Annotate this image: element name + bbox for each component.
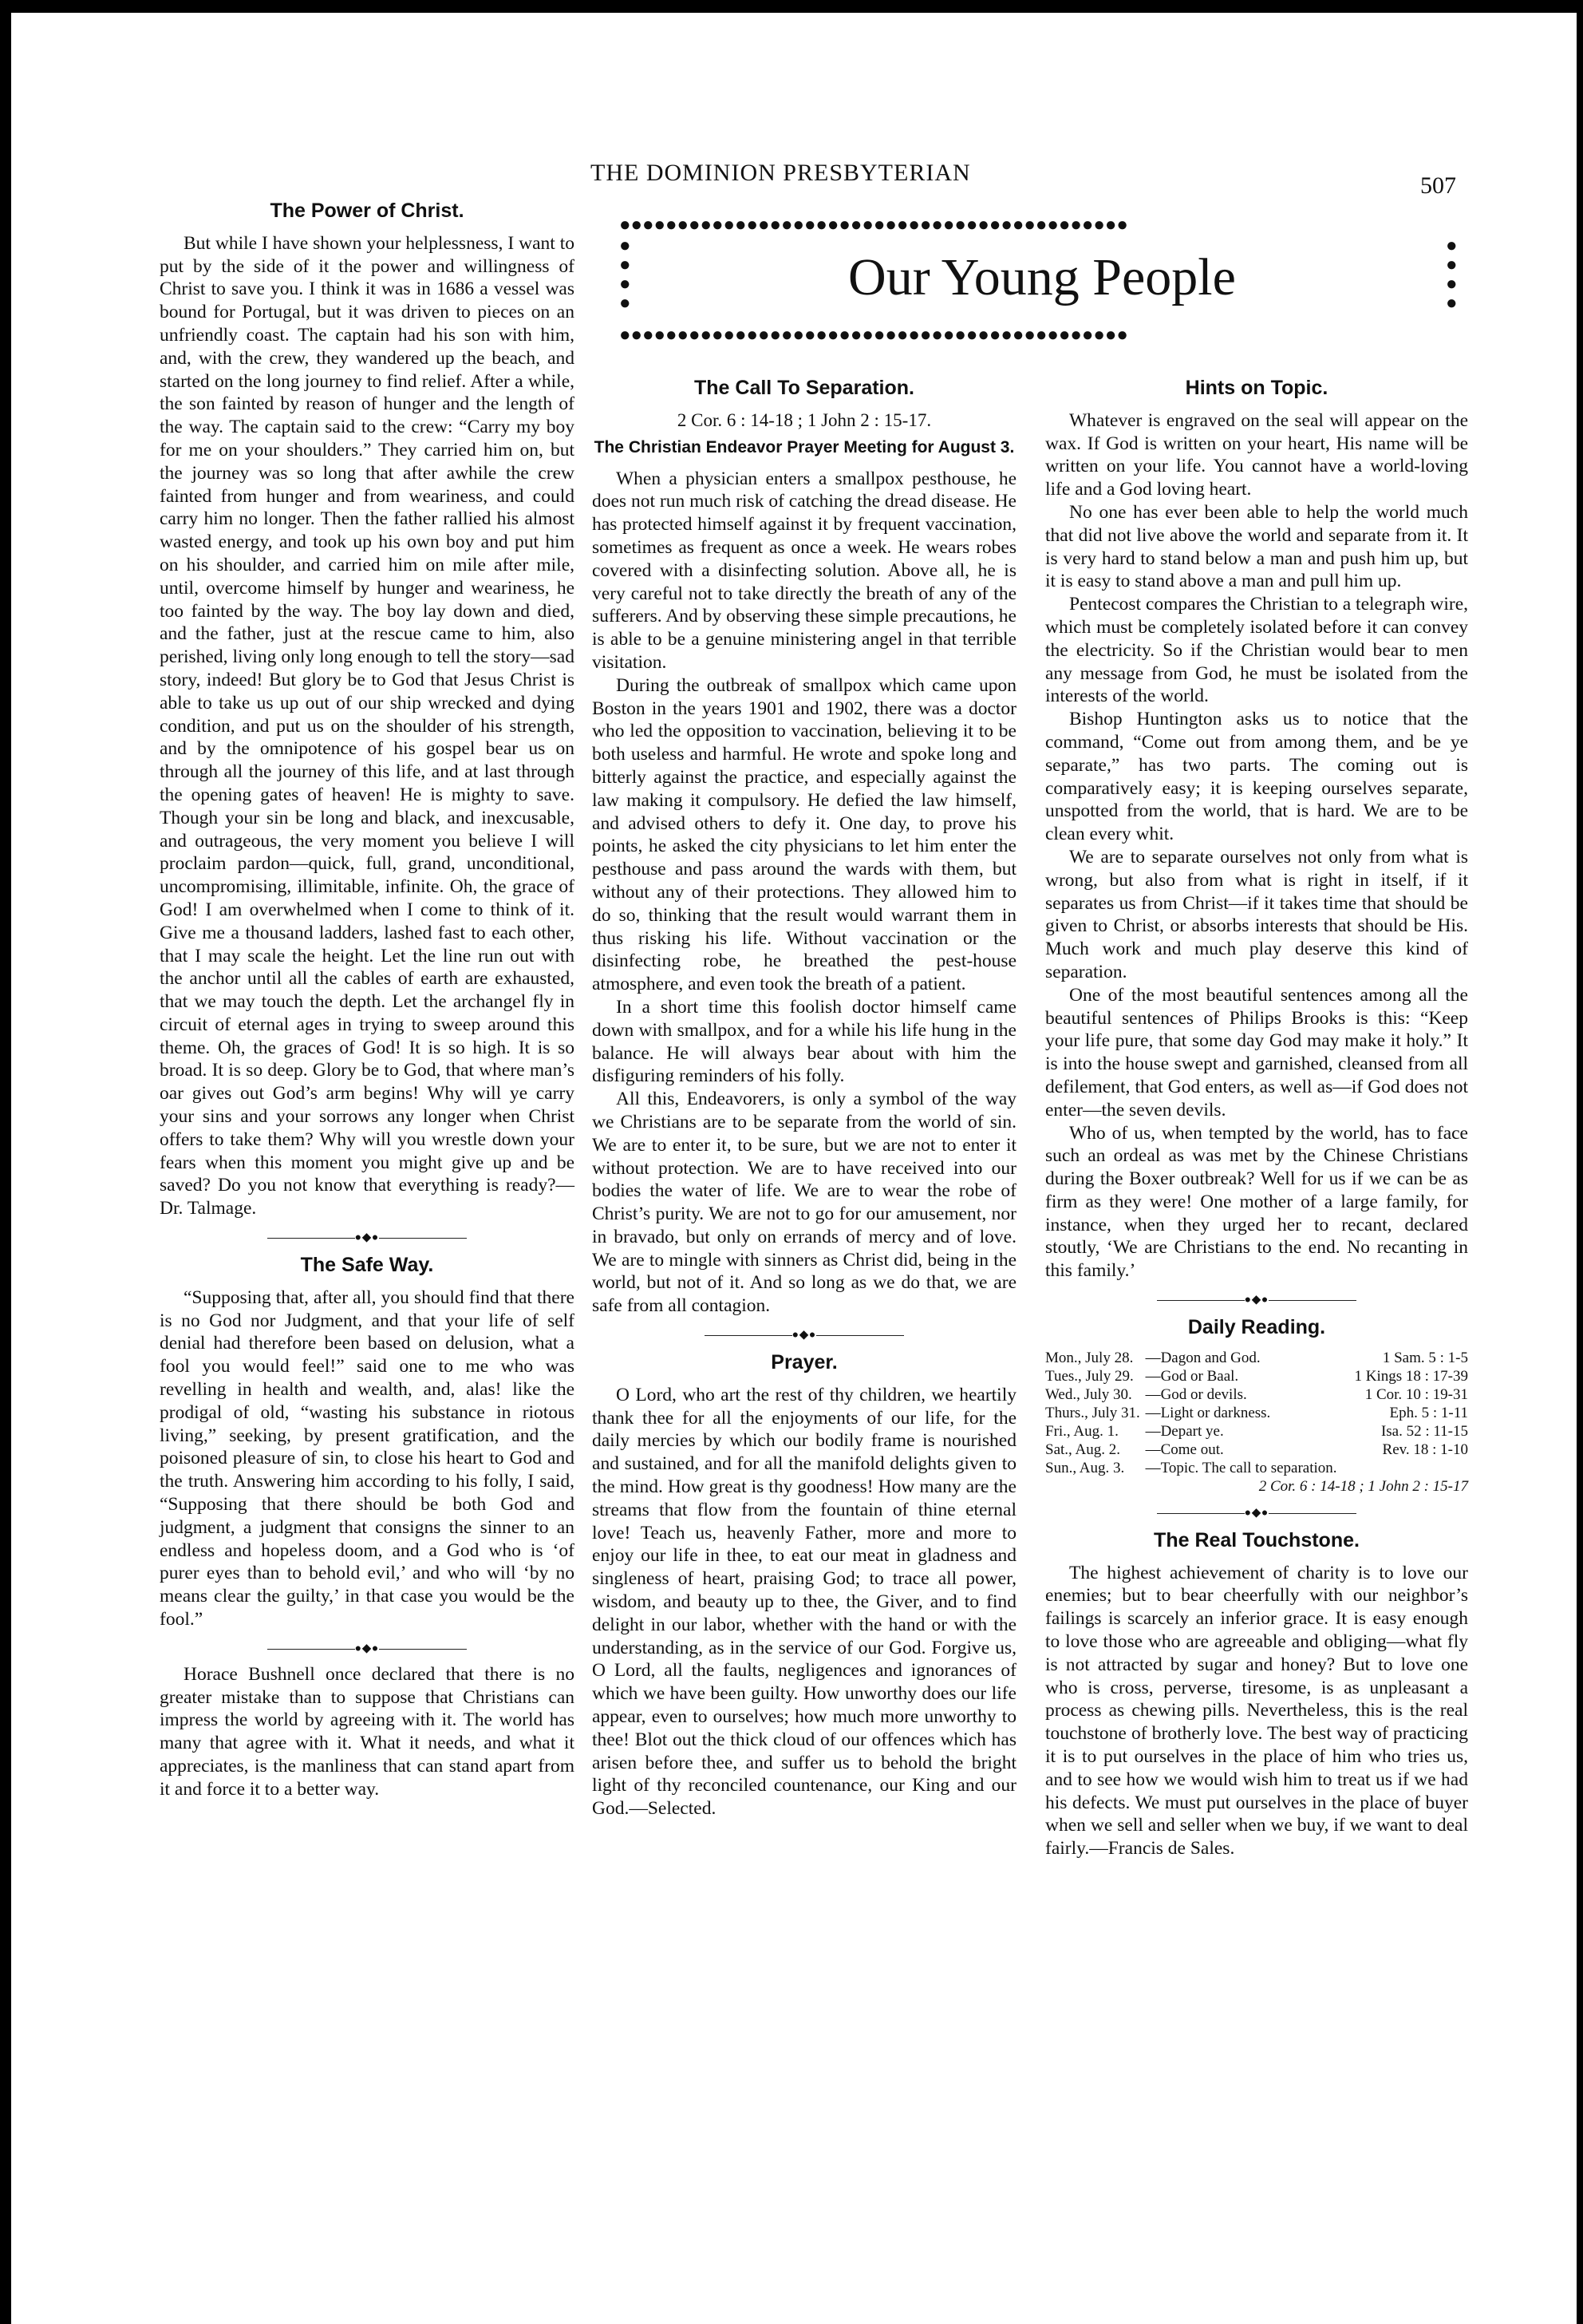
running-head: THE DOMINION PRESBYTERIAN xyxy=(590,160,971,186)
article-paragraph: In a short time this foolish doctor himself came down with smallpox, and for a while his life hung in the balance. He will always bear about with him the disfiguring reminders of his folly. xyxy=(592,996,1017,1087)
daily-reading-day: Thurs., July 31. xyxy=(1045,1404,1140,1421)
banner-title: Our Young People xyxy=(848,248,1236,306)
daily-reading-ref: Rev. 18 : 1-10 xyxy=(1382,1441,1468,1458)
daily-reading-day: Tues., July 29. xyxy=(1045,1367,1134,1385)
article-paragraph-bushnell: Horace Bushnell once declared that there is no greater mistake than to suppose that Christians can impress the world by agreeing with it. The world has many that agree with it. What it needs, and what it appreciates, is the manliness that can stand apart from it and force it to a better way. xyxy=(160,1663,574,1800)
article-paragraph: One of the most beautiful sentences among all the beautiful sentences of Philips Brooks is this: “Keep your life pure, that some day God may make it holy.” It is into the house swept and garnished, cleansed from all defilement, that God enters, as well as—if God does not enter—the seven devils. xyxy=(1045,984,1468,1120)
article-paragraph: “Supposing that, after all, you should find that there is no God nor Judgment, and that your life of self denial had therefore been based on delusion, what a fool you would feel!” said one to me who was revelling in health and wealth, and, alas! like the prodigal of old, “wasting his substance in riotous living,” seeking, by present gratification, and the poisoned pleasure of sin, to close his heart to God and the truth. Answering him according to his folly, I said, “Supposing that there should be both God and judgment, a judgment that consigns the sinner to an endless and hopeless doom, and a God who is ‘of purer eyes than to behold evil,’ and who will ‘by no means clear the guilty,’ in that case you would be the fool.” xyxy=(160,1286,574,1630)
daily-reading-topic: —God or Baal. xyxy=(1145,1367,1239,1385)
daily-reading-row xyxy=(1045,1459,1468,1477)
article-paragraph: But while I have shown your helplessness, I want to put by the side of it the power and willingness of Christ to save you. I think it was in 1686 a vessel was bound for Portugal, but it was driven to pieces on an unfriendly coast. The captain had his son with him, and, with the crew, they wandered up the beach, and started on the long journey to find relief. After a while, the son fainted by reason of hunger and the length of the way. The captain said to the crew: “Carry my boy for me on your shoulders.” They carried him on, but the journey was so long that after awhile the crew fainted from hunger and from weariness, and could carry him no longer. Then the father rallied his almost wasted energy, and took up his own boy and put him on his shoulder, and carried him on mile after mile, until, overcome himself by hunger and weariness, he too fainted by the way. The boy lay down and died, and the father, just at the rescue came to him, also perished, living only long enough to tell the story—sad story, indeed! But glory be to God that Jesus Christ is able to take us up out of our ship wrecked and dying condition, and put us on the shoulder of his strength, and by the omnipotence of his gospel bear us on through all the journey of this life, and at last through the opening gates of heaven! He is mighty to save. Though your sin be long and black, and inexcusable, and outrageous, the very moment you believe I will proclaim pardon—quick, full, grand, unconditional, uncompromising, illimitable, infinite. Oh, the grace of God! I am overwhelmed when I come to think of it. Give me a thousand ladders, lashed fast to each other, that I may scale the height. Let the line run out with the anchor until all the cables of earth are exhausted, that we may touch the depth. Let the archangel fly in circuit of eternal ages in trying to sweep around this theme. Oh, the graces of God! It is so high. It is so broad. It is so deep. Glory be to God, that where man’s oar gives out God’s arm begins! Why will ye carry your sins and your sorrows any longer when Christ offers to take them? Why will you wrestle down your fears when this moment you might give up and be saved? Do you not know that everything is ready?—Dr. Talmage. xyxy=(160,232,574,1219)
daily-reading-day: Sun., Aug. 3. xyxy=(1045,1459,1125,1476)
daily-reading-day: Wed., July 30. xyxy=(1045,1385,1132,1403)
article-title-prayer: Prayer. xyxy=(771,1351,838,1374)
article-paragraph: No one has ever been able to help the world much that did not live above the world and separate from it. It is very hard to stand below a man and push him up, but it is easy to stand above a man and pull him up. xyxy=(1045,501,1468,592)
daily-reading-extra-reference: 2 Cor. 6 : 14-18 ; 1 John 2 : 15-17 xyxy=(1258,1477,1468,1495)
daily-reading-ref: 1 Cor. 10 : 19-31 xyxy=(1364,1385,1468,1403)
daily-reading-ref: 1 Sam. 5 : 1-5 xyxy=(1382,1349,1468,1366)
page-number: 507 xyxy=(1420,172,1456,199)
article-paragraph: During the outbreak of smallpox which came upon Boston in the years 1901 and 1902, there was a doctor who led the opposition to vaccination, believing it to be both useless and harmful. He wrote and spoke long and bitterly against the practice, and especially against the law making it compulsory. He defied the law himself, and advised others to defy it. One day, to prove his points, he asked the city physicians to let him enter the pesthouse and pass around the wards with them, but without any of their protections. They allowed him to do so, thinking that the result would warrant them in thus risking his life. Without vaccination or the disinfecting robe, he breathed the pest-house atmosphere, and even took the breath of a patient. xyxy=(592,674,1017,995)
column-left xyxy=(160,188,574,1801)
daily-reading-topic: —Come out. xyxy=(1145,1441,1224,1458)
section-divider: ●◆● xyxy=(592,1329,1017,1340)
section-divider: ●◆● xyxy=(160,1231,574,1243)
daily-reading-row xyxy=(1045,1404,1468,1422)
section-divider: ●◆● xyxy=(160,1642,574,1654)
article-title-touchstone: The Real Touchstone. xyxy=(1154,1528,1360,1551)
section-divider: ●◆● xyxy=(1045,1507,1468,1518)
daily-reading-day: Sat., Aug. 2. xyxy=(1045,1441,1120,1458)
section-banner xyxy=(619,215,1465,346)
daily-reading-row xyxy=(1045,1422,1468,1441)
article-paragraph: Bishop Huntington asks us to notice that the command, “Come out from among them, and be ye separate,” has two parts. The coming out is comparatively easy; it is keeping ourselves separate, unspotted from the world, that is hard. We are to be clean every whit. xyxy=(1045,709,1468,845)
daily-reading-ref: Eph. 5 : 1-11 xyxy=(1389,1404,1468,1421)
section-divider: ●◆● xyxy=(1045,1294,1468,1305)
scan-edge-right xyxy=(1577,0,1583,2324)
article-paragraph: When a physician enters a smallpox pesthouse, he does not run much risk of catching the dread disease. He has protected himself against it by frequent vaccination, sometimes as frequent as once a week. He wears robes covered with a disinfecting solution. Above all, he is very careful not to take directly the breath of any of the sufferers. And by observing these simple precautions, he is able to be a genuine ministering angel in that terrible visitation. xyxy=(592,468,1017,673)
article-paragraph: O Lord, who art the rest of thy children, we heartily thank thee for all the enjoyments of our life, for the daily mercies by which our bodily frame is nourished and sustained, and for all the manifold delights given to the mind. How great is thy goodness! How many are the streams that flow from the fountain of thine eternal love! Teach us, heavenly Father, more and more to enjoy our life in thee, to eat our meat in gladness and singleness of heart, praising God; to trace all power, wisdom, and beauty up to thee, the Giver, and to find delight in our labor, whether with the hand or with the understanding, as in the service of our God. Forgive us, O Lord, all the faults, negligences and ignorances of which we have been guilty. How unworthy does our life appear, even to ourselves; how much more unworthy to thee! Blot out the thick cloud of our offences which has arisen before thee, and suffer us to behold the bright light of thy reconciled countenance, our King and our God.—Selected. xyxy=(592,1384,1017,1820)
banner-border-top: ●●●●●●●●●●●●●●●●●●●●●●●●●●●●●●●●●●●●●●●●●●●● xyxy=(619,215,1128,235)
article-paragraph: All this, Endeavorers, is only a symbol of the way we Christians are to be separate from the world of sin. We are to enter it, to be sure, but we are not to enter it without protection. We are to have received into our bodies the water of life. We are to wear the robe of Christ’s purity. We are not to go for our amusement, nor in bravado, but only on errands of mercy and of love. We are to mingle with sinners as Christ did, being in the world, but not of it. And so long as we do that, we are safe from all contagion. xyxy=(592,1089,1017,1317)
daily-reading-topic: —God or devils. xyxy=(1145,1385,1247,1403)
article-title-power: The Power of Christ. xyxy=(270,200,464,222)
banner-border-right: ● ● ● ● xyxy=(1446,236,1458,314)
scripture-reference: 2 Cor. 6 : 14-18 ; 1 John 2 : 15-17. xyxy=(677,409,932,430)
article-paragraph: Who of us, when tempted by the world, has to face such an ordeal as was met by the Chinese Christians during the Boxer outbreak? Well for us if we can be as firm as they were! One mother of a large family, for instance, when they urged her to recant, declared stoutly, ‘We are Christians to the end. No recanting in this family.’ xyxy=(1045,1122,1468,1282)
article-paragraph: Pentecost compares the Christian to a telegraph wire, which must be completely isolated before it can convey the electricity. So if the Christian would bear to men any message from God, he must be isolated from the interests of the world. xyxy=(1045,594,1468,707)
daily-reading-day: Mon., July 28. xyxy=(1045,1349,1134,1366)
daily-reading-ref: Isa. 52 : 11-15 xyxy=(1380,1422,1468,1440)
column-middle xyxy=(592,366,1017,1820)
daily-reading-topic: —Topic. The call to separation. xyxy=(1145,1459,1337,1476)
article-subtitle: The Christian Endeavor Prayer Meeting for August 3. xyxy=(594,437,1015,457)
article-title-call: The Call To Separation. xyxy=(694,377,914,399)
article-title-safe-way: The Safe Way. xyxy=(300,1254,434,1277)
daily-reading-row xyxy=(1045,1441,1468,1459)
article-title-daily-reading: Daily Reading. xyxy=(1187,1316,1326,1339)
daily-reading-topic: —Light or darkness. xyxy=(1145,1404,1271,1421)
daily-reading-topic: —Depart ye. xyxy=(1145,1422,1224,1440)
daily-reading-ref xyxy=(1348,1459,1468,1477)
article-title-hints: Hints on Topic. xyxy=(1185,377,1328,399)
daily-reading-row xyxy=(1045,1367,1468,1385)
column-right xyxy=(1045,366,1468,1860)
daily-reading-ref: 1 Kings 18 : 17-39 xyxy=(1354,1367,1468,1385)
daily-reading-day: Fri., Aug. 1. xyxy=(1045,1422,1119,1440)
banner-border-bottom: ●●●●●●●●●●●●●●●●●●●●●●●●●●●●●●●●●●●●●●●●●●●● xyxy=(619,326,1128,346)
article-paragraph: Whatever is engraved on the seal will appear on the wax. If God is written on your heart, His name will be written on your life. You cannot have a world-loving life and a God loving heart. xyxy=(1045,409,1468,500)
article-paragraph: We are to separate ourselves not only from what is wrong, but also from what is right in itself, if it separates us from Christ—if it takes time that should be given to Christ, or absorbs interests that should be His. Much work and much play deserve this kind of separation. xyxy=(1045,846,1468,982)
scan-edge-left xyxy=(0,0,11,2324)
article-paragraph: The highest achievement of charity is to love our enemies; but to bear cheerfully with our neighbor’s failings is scarcely an inferior grace. It is easy enough to love those who are agreeable and obliging—what fly is not attracted by sugar and honey? But to love one who is cross, perverse, tiresome, is as unpleasant a process as chewing pills. Nevertheless, this is the real touchstone of brotherly love. The best way of practicing it is to put ourselves in the place of him who tries us, and to see how we would wish him to treat us if we had his defects. We must put ourselves in the place of buyer when we sell and seller when we buy, if we want to deal fairly.—Francis de Sales. xyxy=(1045,1562,1468,1860)
daily-reading-table xyxy=(1045,1349,1468,1477)
daily-reading-row xyxy=(1045,1385,1468,1404)
scan-edge-top xyxy=(0,0,1583,13)
daily-reading-topic: —Dagon and God. xyxy=(1145,1349,1261,1366)
banner-border-left: ● ● ● ● xyxy=(619,236,631,314)
daily-reading-row xyxy=(1045,1349,1468,1367)
